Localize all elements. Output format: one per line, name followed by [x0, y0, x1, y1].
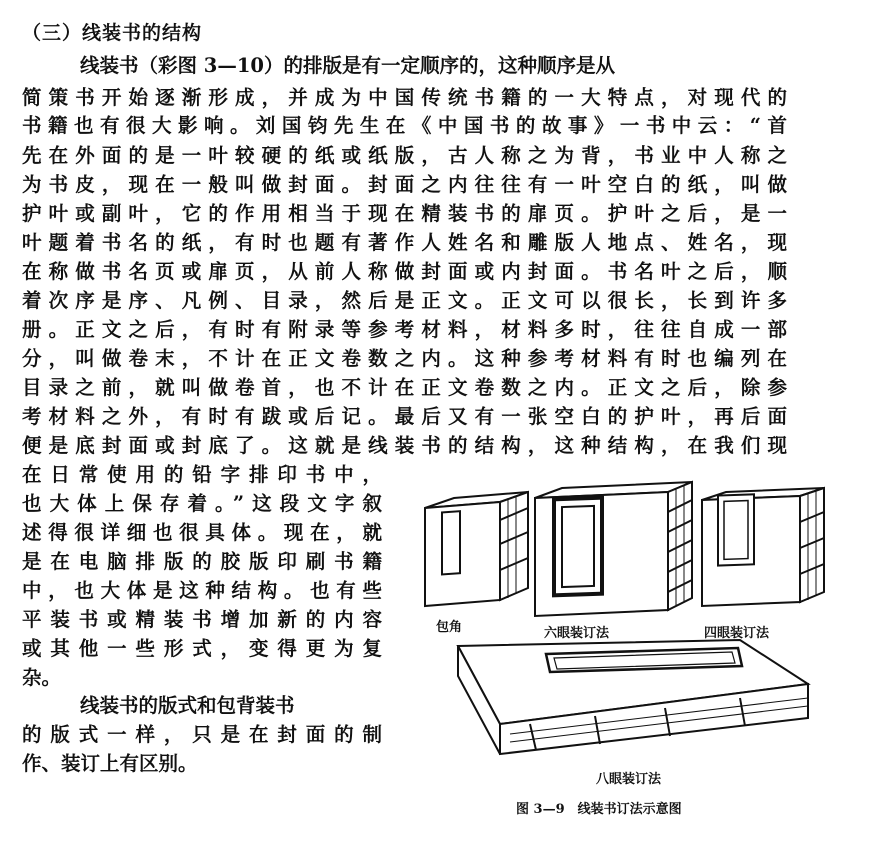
side-line: 中，也大体是这种结构。也有些: [22, 579, 382, 602]
paragraph-line: 先在外面的是一叶较硬的纸或纸版，古人称之为背，书业中人称之: [22, 144, 787, 167]
paragraph-line: 着次序是序、凡例、目录，然后是正文。正文可以很长，长到许多: [22, 289, 787, 312]
paragraph-line: 书籍也有很大影响。刘国钧先生在《中国书的故事》一书中云：“首: [22, 114, 787, 137]
paragraph-line: 册。正文之后，有时有附录等参考材料，材料多时，往往自成一部: [22, 318, 787, 341]
book-eight-hole-illustration: [458, 640, 808, 754]
figure-label-four-hole: 四眼装订法: [704, 626, 770, 641]
binding-illustration: [420, 470, 840, 790]
book-six-hole-illustration: [535, 482, 692, 616]
paragraph-line: 在称做书名页或扉页，从前人称做封面或内封面。书名叶之后，顺: [22, 260, 787, 283]
paragraph-line: 为书皮，现在一般叫做封面。封面之内往往有一叶空白的纸，叫做: [22, 173, 787, 196]
side-line: 平装书或精装书增加新的内容: [22, 608, 382, 631]
figure-label-baojiao: 包角: [436, 620, 463, 635]
paragraph2-line: 线装书的版式和包背装书: [80, 694, 295, 717]
book-four-hole-illustration: [702, 488, 824, 606]
paragraph-line: 便是底封面或封底了。这就是线装书的结构，这种结构，在我们现: [22, 434, 787, 457]
side-line: 是在电脑排版的胶版印刷书籍: [22, 550, 382, 573]
figure-label-eight-hole: 八眼装订法: [596, 772, 662, 787]
side-line: 述得很详细也很具体。现在，就: [22, 521, 382, 544]
side-line: 杂。: [22, 666, 62, 689]
paragraph-line: 分，叫做卷末，不计在正文卷数之内。这种参考材料有时也编列在: [22, 347, 787, 370]
book-baojiao-illustration: [425, 492, 528, 606]
paragraph2-line: 作、装订上有区别。: [22, 752, 198, 775]
paragraph-line: 叶题着书名的纸，有时也题有著作人姓名和雕版人地点、姓名，现: [22, 231, 787, 254]
binding-figure: [420, 470, 840, 830]
figure-caption: 图 3—9 线装书订法示意图: [516, 802, 682, 817]
paragraph-line: 护叶或副叶，它的作用相当于现在精装书的扉页。护叶之后，是一: [22, 202, 787, 225]
paragraph-line: 简策书开始逐渐形成，并成为中国传统书籍的一大特点，对现代的: [22, 86, 787, 109]
side-line: 也大体上保存着。”这段文字叙: [22, 492, 382, 515]
paragraph-line: 线装书（彩图 3—10）的排版是有一定顺序的，这种顺序是从: [80, 54, 615, 77]
section-heading: （三）线装书的结构: [22, 22, 203, 44]
paragraph-line: 目录之前，就叫做卷首，也不计在正文卷数之内。正文之后，除参: [22, 376, 787, 399]
paragraph2-line: 的版式一样，只是在封面的制: [22, 723, 382, 746]
paragraph-line: 考材料之外，有时有跋或后记。最后又有一张空白的护叶，再后面: [22, 405, 787, 428]
side-line: 或其他一些形式，变得更为复: [22, 637, 382, 660]
side-line: 在日常使用的铅字排印书中，: [22, 463, 382, 486]
figure-label-six-hole: 六眼装订法: [544, 626, 610, 641]
